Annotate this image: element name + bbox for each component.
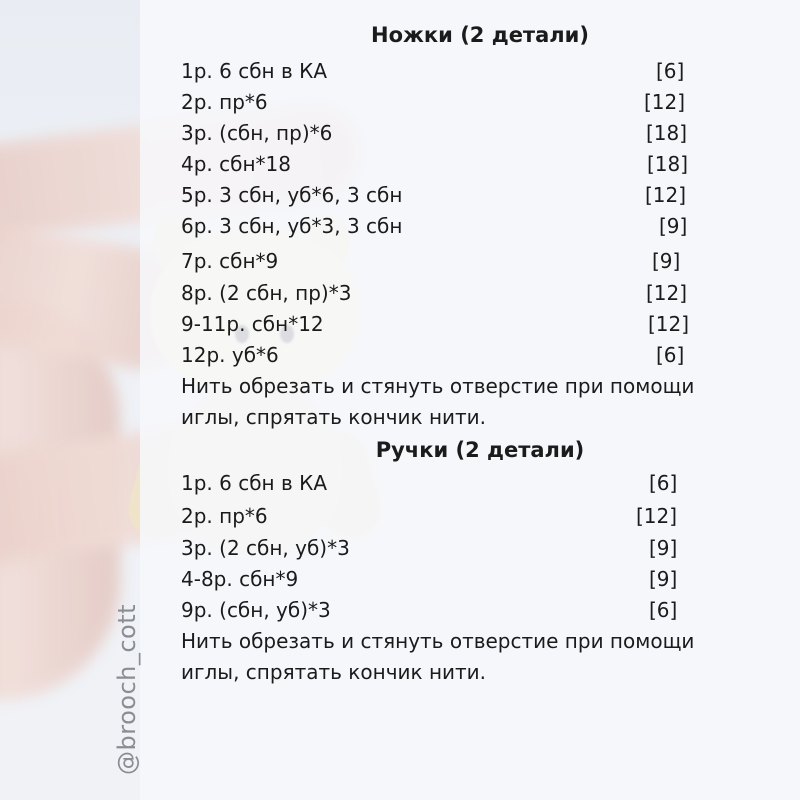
row-count: [9]	[649, 536, 678, 560]
legs-section-title: Ножки (2 детали)	[371, 23, 589, 47]
arms-row	[181, 564, 701, 594]
legs-finishing-note	[181, 371, 771, 433]
row-count: [12]	[644, 90, 686, 114]
row-count: [6]	[649, 598, 678, 622]
row-count: [9]	[649, 567, 678, 591]
row-count: [6]	[649, 471, 678, 495]
legs-row	[181, 56, 701, 86]
row-count: [9]	[652, 249, 681, 273]
note-line: Нить обрезать и стянуть отверстие при помощи	[181, 629, 695, 653]
arms-finishing-note	[181, 626, 771, 688]
arms-row	[181, 468, 701, 498]
watermark-handle: @brooch_cott	[113, 603, 141, 775]
row-step: 1р. 6 сбн в КА	[181, 471, 328, 495]
row-step: 3р. (сбн, пр)*6	[181, 121, 333, 145]
legs-row	[181, 278, 701, 308]
row-step: 4р. сбн*18	[181, 152, 291, 176]
note-line: иглы, спрятать кончик нити.	[181, 660, 487, 684]
row-step: 4-8р. сбн*9	[181, 567, 299, 591]
row-count: [12]	[646, 281, 688, 305]
arms-row	[181, 595, 701, 625]
row-step: 3р. (2 сбн, уб)*3	[181, 536, 350, 560]
legs-row	[181, 340, 701, 370]
row-step: 5р. 3 сбн, уб*6, 3 сбн	[181, 183, 403, 207]
legs-row	[181, 87, 701, 117]
note-line: Нить обрезать и стянуть отверстие при помощи	[181, 374, 695, 398]
legs-row	[181, 246, 701, 276]
row-step: 7р. сбн*9	[181, 249, 279, 273]
arms-row	[181, 533, 701, 563]
row-count: [12]	[636, 504, 678, 528]
row-step: 9-11р. сбн*12	[181, 312, 324, 336]
row-count: [18]	[647, 152, 689, 176]
row-step: 2р. пр*6	[181, 504, 268, 528]
row-count: [12]	[648, 312, 690, 336]
row-step: 12р. уб*6	[181, 343, 279, 367]
row-step: 8р. (2 сбн, пр)*3	[181, 281, 352, 305]
row-count: [6]	[656, 343, 685, 367]
legs-row	[181, 309, 701, 339]
note-line: иглы, спрятать кончик нити.	[181, 405, 487, 429]
row-step: 6р. 3 сбн, уб*3, 3 сбн	[181, 214, 403, 238]
arms-row	[181, 501, 701, 531]
row-step: 2р. пр*6	[181, 90, 268, 114]
legs-row	[181, 211, 701, 241]
arms-section-title: Ручки (2 детали)	[375, 438, 585, 462]
row-count: [9]	[659, 214, 688, 238]
row-count: [18]	[646, 121, 688, 145]
row-count: [12]	[645, 183, 687, 207]
legs-row	[181, 149, 701, 179]
legs-row	[181, 180, 701, 210]
row-count: [6]	[656, 59, 685, 83]
legs-row	[181, 118, 701, 148]
row-step: 9р. (сбн, уб)*3	[181, 598, 331, 622]
row-step: 1р. 6 сбн в КА	[181, 59, 328, 83]
